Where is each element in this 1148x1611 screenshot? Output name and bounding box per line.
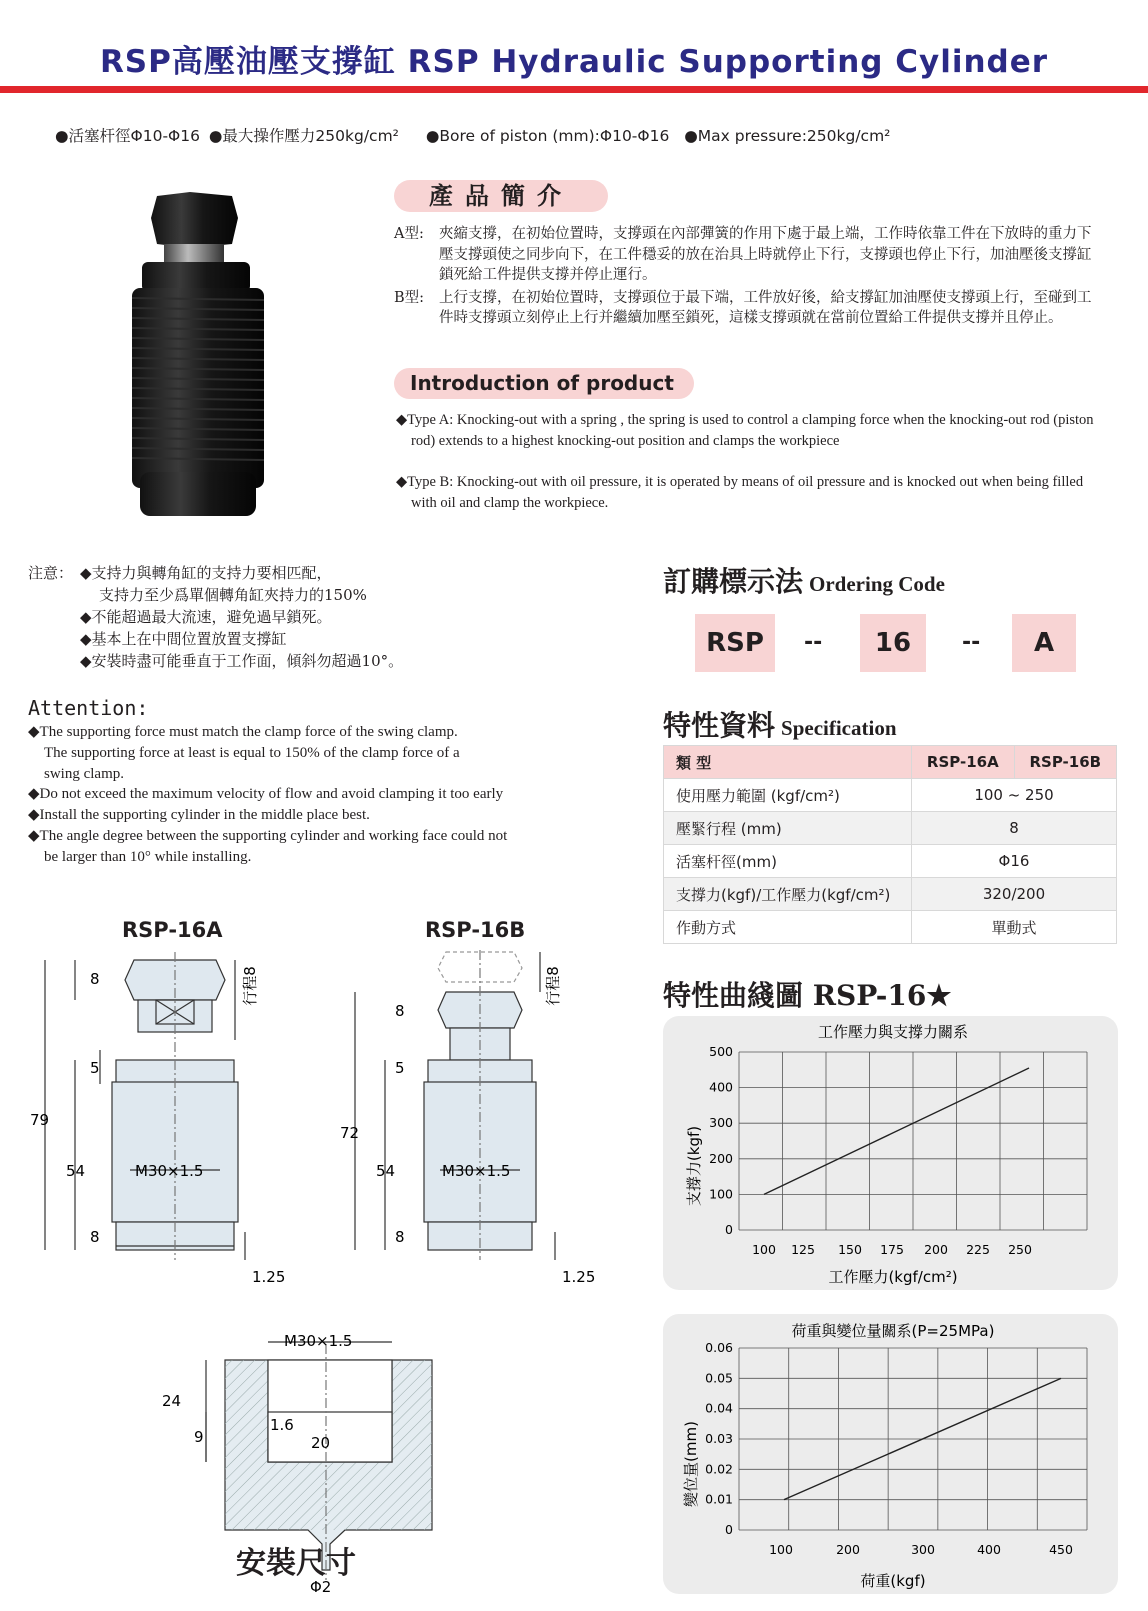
code-series: RSP [695, 614, 775, 672]
spec-row [664, 845, 1117, 878]
spec-row-label: 使用壓力範圍 (kgf/cm²) [664, 779, 912, 812]
spec-heading [663, 704, 897, 744]
install-depth: 24 [162, 1392, 182, 1410]
install-hole: Φ2 [310, 1578, 332, 1596]
code-dash-2: -- [962, 630, 981, 655]
chart-1-title: 工作壓力與支撐力關系 [817, 1023, 969, 1041]
dim-a-head: 8 [90, 970, 100, 988]
install-1.6: 1.6 [270, 1416, 294, 1434]
chart-2-xlabel: 荷重(kgf) [860, 1572, 926, 1590]
type-a-label: A型: [394, 226, 424, 242]
notes-cn-label: 注意： [28, 564, 74, 582]
dim-a-5: 5 [90, 1059, 100, 1077]
spec-row [664, 779, 1117, 812]
intro-en-b: ◆Type B: Knocking-out with oil pressure, it is operated by means of oil pressure and is knocked out when being filled with oil and clamp the workpiece. [396, 474, 1084, 511]
ordering-heading [663, 560, 945, 600]
curve-heading: 特性曲綫圖 RSP-16★ [663, 979, 952, 1012]
spec-summary [55, 124, 894, 146]
intro-cn-a [394, 224, 1099, 329]
type-b-text: 上行支撐，在初始位置時，支撐頭位于最下端，工件放好後，給支撐缸加油壓使支撐頭上行，至碰到工件時支撐頭立刻停止上行并繼續加壓至鎖死，這樣支撐頭就在當前位置給工件提供支撐并且停止。 [439, 289, 1092, 326]
spec-row [664, 911, 1117, 944]
dim-b-stroke: 行程8 [544, 966, 562, 1006]
chart-1-xlabel: 工作壓力(kgf/cm²) [828, 1268, 958, 1286]
spec-row-value: 100 ~ 250 [912, 779, 1117, 812]
note-cn-1: ◆支持力與轉角缸的支持力要相匹配， [80, 564, 332, 582]
chart-2-y-tick: 0.03 [705, 1431, 733, 1446]
notes-cn [28, 562, 73, 584]
chart-1-y-tick: 400 [709, 1079, 733, 1095]
chart-1-x-tick: 150 [838, 1242, 862, 1257]
dim-a-1.25: 1.25 [252, 1268, 286, 1286]
spec-heading-en: Specification [781, 716, 897, 740]
spec-row-label: 支撐力(kgf)/工作壓力(kgf/cm²) [664, 878, 912, 911]
chart-1-series-line [764, 1068, 1029, 1194]
chart-1-y-tick: 100 [709, 1186, 733, 1202]
chart-2-title: 荷重與變位量關系(P=25MPa) [791, 1322, 995, 1340]
code-dash-1: -- [804, 630, 823, 655]
intro-cn-heading: 產品簡介 [394, 180, 608, 212]
note-cn-4: ◆基本上在中間位置放置支撐缸 [80, 630, 287, 648]
spec-row-label: 活塞杆徑(mm) [664, 845, 912, 878]
dim-b-total: 72 [340, 1124, 360, 1142]
chart-1-y-tick: 500 [709, 1044, 733, 1059]
page-title: RSP高壓油壓支撐缸 RSP Hydraulic Supporting Cylinder [99, 44, 1049, 80]
note-en-4: ◆Do not exceed the maximum velocity of flow and avoid clamping it too early [28, 786, 504, 803]
chart-1-x-tick: 225 [966, 1242, 990, 1257]
drawing-b-title: RSP-16B [425, 918, 526, 942]
note-cn-2: 支持力至少爲單個轉角缸夾持力的150% [99, 586, 367, 604]
product-photo [120, 188, 280, 528]
chart-1-ylabel: 支撐力(kgf) [685, 1125, 703, 1207]
dim-b-base: 8 [395, 1228, 405, 1246]
spec-piston-cn: ●活塞杆徑Φ10-Φ16 [55, 127, 200, 145]
spec-head-16b: RSP-16B [1014, 746, 1116, 779]
title-underline [0, 86, 1148, 93]
dim-b-body: 54 [376, 1162, 396, 1180]
note-en-2: The supporting force at least is equal to 150% of the clamp force of a [44, 744, 460, 761]
note-cn-5: ◆安裝時盡可能垂直于工作面，傾斜勿超過10°。 [80, 652, 404, 670]
chart-1-x-tick: 100 [752, 1242, 776, 1257]
chart-2-grid [739, 1348, 1087, 1530]
note-en-3: swing clamp. [44, 765, 124, 782]
attention-label: Attention: [28, 696, 149, 720]
install-caption: 安裝尺寸 [236, 1546, 356, 1581]
dim-a-total: 79 [30, 1111, 50, 1129]
chart-1-x-tick: 175 [880, 1242, 904, 1257]
install-20: 20 [311, 1434, 331, 1452]
dim-a-base: 8 [90, 1228, 100, 1246]
install-9: 9 [194, 1428, 204, 1446]
note-en-5: ◆Install the supporting cylinder in the middle place best. [28, 807, 370, 824]
code-type: A [1012, 614, 1076, 672]
intro-en-heading: Introduction of product [394, 368, 694, 399]
spec-pressure-en: ●Max pressure:250kg/cm² [684, 127, 891, 145]
spec-head-type: 類 型 [664, 746, 912, 779]
spec-row [664, 878, 1117, 911]
chart-2 [663, 1314, 1118, 1594]
spec-pressure-cn: ●最大操作壓力250kg/cm² [208, 127, 399, 145]
notes-cn-list [80, 562, 403, 672]
dim-a-body: 54 [66, 1162, 86, 1180]
install-thread: M30×1.5 [284, 1332, 353, 1350]
dim-b-thread: M30×1.5 [442, 1162, 511, 1180]
spec-row [664, 812, 1117, 845]
spec-piston-en: ●Bore of piston (mm):Φ10-Φ16 [425, 127, 670, 145]
chart-2-x-tick: 100 [769, 1542, 793, 1557]
chart-2-ylabel: 變位量(mm) [682, 1421, 700, 1507]
drawing-b [340, 950, 620, 1290]
type-a-text: 夾縮支撐，在初始位置時，支撐頭在內部彈簧的作用下處于最上端，工作時依靠工件在下放時的重力下壓支撐頭使之同步向下，在工件穩妥的放在治具上時就停止下行，支撐頭也停止下行，加油壓後支撐缸鎖死給工件提供支撐并停止運行。 [439, 226, 1092, 283]
dim-a-stroke: 行程8 [241, 966, 259, 1006]
ordering-heading-cn: 訂購標示法 [663, 565, 804, 598]
dim-b-5: 5 [395, 1059, 405, 1077]
chart-1 [663, 1016, 1118, 1290]
chart-1-ticks [709, 1044, 1032, 1257]
chart-1-x-tick: 125 [791, 1242, 815, 1257]
note-en-7: be larger than 10° while installing. [44, 848, 252, 865]
note-en-6: ◆The angle degree between the supporting cylinder and working face could not [28, 827, 508, 844]
chart-2-ticks [705, 1340, 1073, 1557]
chart-1-x-tick: 200 [924, 1242, 948, 1257]
spec-row-value: 320/200 [912, 878, 1117, 911]
chart-1-y-tick: 200 [709, 1150, 733, 1166]
chart-2-y-tick: 0.05 [705, 1370, 733, 1386]
chart-2-x-tick: 300 [911, 1542, 935, 1557]
chart-2-x-tick: 200 [836, 1542, 860, 1557]
spec-row-value: 單動式 [912, 911, 1117, 944]
dim-b-head: 8 [395, 1002, 405, 1020]
drawing-a [30, 950, 310, 1290]
spec-header-row [664, 746, 1117, 779]
chart-2-x-tick: 450 [1049, 1542, 1073, 1557]
spec-row-value: Φ16 [912, 845, 1117, 878]
code-size: 16 [860, 614, 926, 672]
chart-1-grid [739, 1052, 1087, 1230]
chart-1-y-tick: 300 [709, 1115, 733, 1131]
chart-1-x-tick: 250 [1008, 1242, 1032, 1257]
spec-row-label: 壓緊行程 (mm) [664, 812, 912, 845]
ordering-heading-en: Ordering Code [809, 572, 945, 596]
type-b-label: B型: [394, 289, 425, 306]
spec-head-16a: RSP-16A [912, 746, 1015, 779]
spec-row-value: 8 [912, 812, 1117, 845]
notes-en-list [28, 722, 628, 868]
dim-a-thread: M30×1.5 [135, 1162, 204, 1180]
drawing-a-title: RSP-16A [122, 918, 223, 942]
intro-en-a: ◆Type A: Knocking-out with a spring , the spring is used to control a clamping force when the knocking-out rod (piston rod) extends to a highest knocking-out position and clamps the workpiece [396, 412, 1094, 449]
chart-2-y-tick: 0 [725, 1522, 733, 1537]
spec-heading-cn: 特性資料 [663, 709, 776, 742]
note-en-1: ◆The supporting force must match the clamp force of the swing clamp. [28, 724, 458, 740]
chart-2-y-tick: 0.02 [705, 1461, 733, 1477]
spec-table [663, 745, 1117, 944]
spec-row-label: 作動方式 [664, 911, 912, 944]
chart-2-y-tick: 0.06 [705, 1340, 733, 1355]
chart-2-y-tick: 0.01 [705, 1491, 733, 1507]
chart-1-y-tick: 0 [725, 1222, 733, 1237]
dim-b-1.25: 1.25 [562, 1268, 596, 1286]
note-cn-3: ◆不能超過最大流速，避免過早鎖死。 [80, 608, 332, 626]
chart-2-y-tick: 0.04 [705, 1400, 733, 1416]
chart-2-x-tick: 400 [977, 1542, 1001, 1557]
